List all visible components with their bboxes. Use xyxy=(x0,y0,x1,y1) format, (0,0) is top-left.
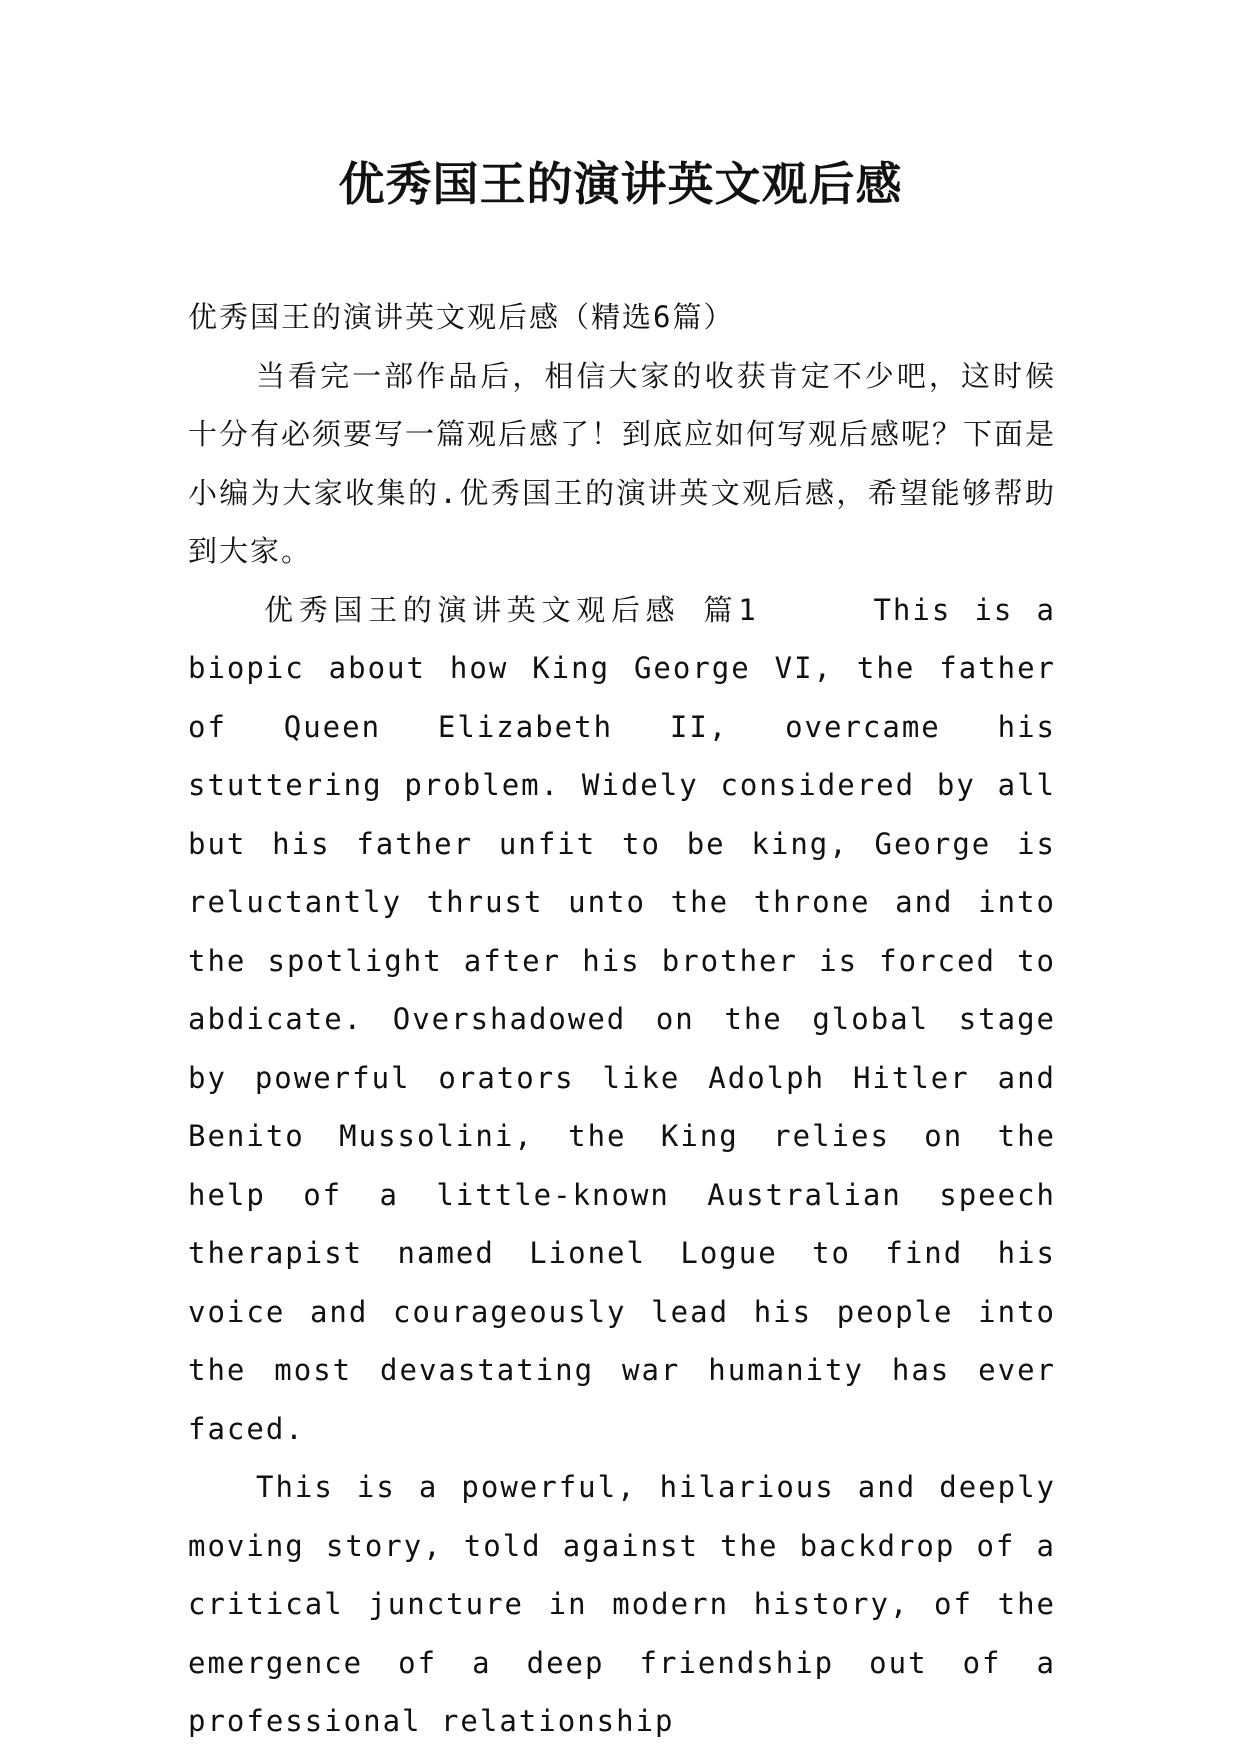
section-1-body: This is a biopic about how King George VI, the father of Queen Elizabeth II, overcame his stuttering problem. Widely considered by all but his father unfit to be king, George is reluctantly thrust unto the throne and into the spotlight after his brother is forced to abdicate. Overshadowed on the global stage by powerful orators like Adolph Hitler and Benito Mussolini, the King relies on the help of a little-known Australian speech therapist named Lionel Logue to find his voice and courageously lead his people into the most devastating war humanity has ever faced. xyxy=(188,592,1056,1446)
document-body xyxy=(188,288,1056,1751)
intro-paragraph: 当看完一部作品后，相信大家的收获肯定不少吧，这时候十分有必须要写一篇观后感了！到底应如何写观后感呢？下面是小编为大家收集的.优秀国王的演讲英文观后感，希望能够帮助到大家。 xyxy=(188,358,1057,568)
document-title: 优秀国王的演讲英文观后感 xyxy=(338,157,903,211)
paragraph-2: This is a powerful, hilarious and deeply moving story, told against the backdrop of a critical juncture in modern history, of the emergence of a deep friendship out of a professional relationship xyxy=(188,1470,1056,1738)
section-1-heading: 优秀国王的演讲英文观后感 篇1 xyxy=(264,592,758,627)
section-1-paragraph xyxy=(188,581,1056,1459)
document-subtitle: 优秀国王的演讲英文观后感（精选6篇） xyxy=(188,300,735,334)
